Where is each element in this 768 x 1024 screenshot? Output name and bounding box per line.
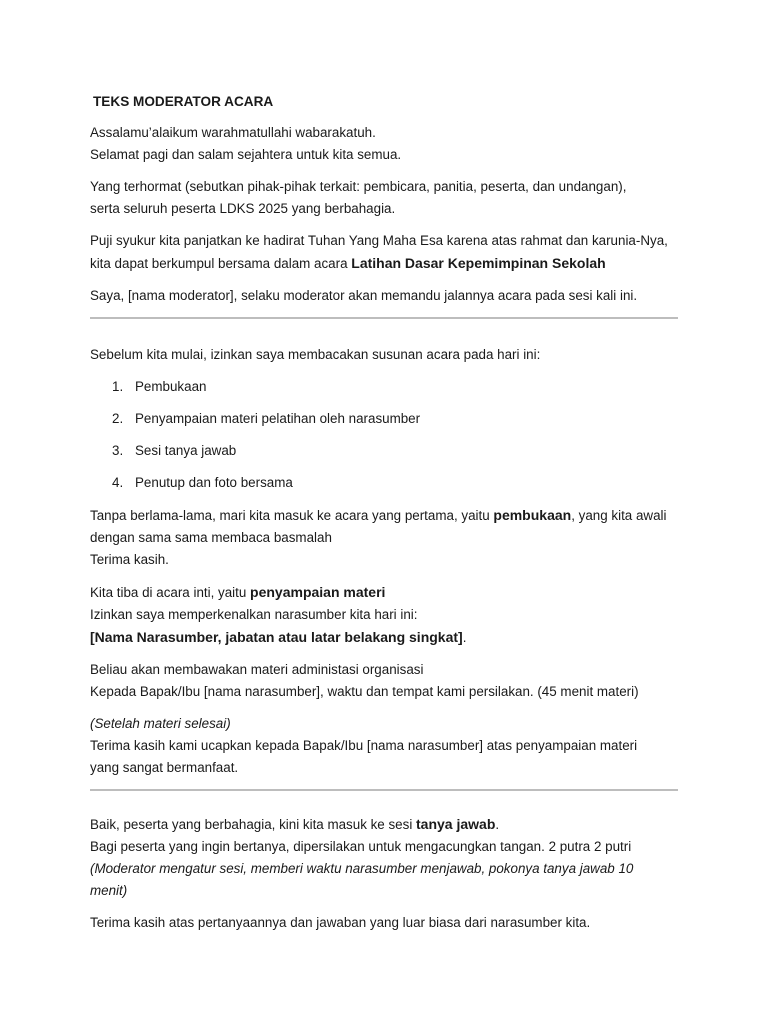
document-title: TEKS MODERATOR ACARA [93, 94, 274, 109]
agenda-number: 2. [112, 411, 124, 426]
closing-paragraph: Terima kasih atas pertanyaannya dan jawaban yang luar biasa dari narasumber kita. [90, 915, 591, 930]
after-material-line: yang sangat bermanfaat. [90, 760, 239, 775]
moderator-intro: Saya, [nama moderator], selaku moderator akan memandu jalannya acara pada sesi kali ini. [90, 288, 638, 303]
qa-paragraph [90, 813, 690, 902]
opening-line: dengan sama sama membaca basmalah [90, 530, 332, 545]
main-session-keyword: penyampaian materi [250, 584, 386, 600]
opening-keyword: pembukaan [493, 507, 572, 523]
after-material-line: Terima kasih kami ucapkan kepada Bapak/Ibu [nama narasumber] atas penyampaian materi [90, 738, 638, 753]
thanks-line: Terima kasih. [90, 552, 169, 567]
document-body [90, 92, 690, 944]
honor-line: Yang terhormat (sebutkan pihak-pihak terkait: pembicara, panitia, peserta, dan undangan), [90, 179, 627, 194]
opening-line [90, 504, 690, 527]
greeting-paragraph [90, 122, 690, 166]
material-line: Kepada Bapak/Ibu [nama narasumber], waktu dan tempat kami persilakan. (45 menit materi) [90, 684, 639, 699]
agenda-item [90, 408, 690, 430]
qa-text: Baik, peserta yang berbahagia, kini kita masuk ke sesi [90, 817, 417, 832]
gratitude-line: Puji syukur kita panjatkan ke hadirat Tuhan Yang Maha Esa karena atas rahmat dan karunia-Nya, [90, 233, 668, 248]
gratitude-text: kita dapat berkumpul bersama dalam acara [90, 256, 352, 271]
material-line: Beliau akan membawakan materi administasi organisasi [90, 662, 424, 677]
agenda-text: Sesi tanya jawab [135, 443, 237, 458]
greeting-line: Assalamu’alaikum warahmatullahi wabarakatuh. [90, 125, 376, 140]
gratitude-paragraph [90, 230, 690, 275]
stage-direction: (Moderator mengatur sesi, memberi waktu narasumber menjawab, pokonya tanya jawab 10 [90, 861, 634, 876]
main-session-text: Kita tiba di acara inti, yaitu [90, 585, 251, 600]
speaker-placeholder-suffix: . [462, 630, 467, 645]
main-session-paragraph [90, 581, 690, 649]
qa-text: . [495, 817, 500, 832]
qa-line [90, 813, 690, 836]
agenda-number: 1. [112, 379, 124, 394]
greeting-line: Selamat pagi dan salam sejahtera untuk kita semua. [90, 147, 402, 162]
gratitude-line [90, 252, 690, 275]
event-name: Latihan Dasar Kepemimpinan Sekolah [351, 255, 606, 271]
agenda-text: Pembukaan [135, 379, 207, 394]
speaker-placeholder: [Nama Narasumber, jabatan atau latar belakang singkat] [90, 629, 463, 645]
agenda-text: Penutup dan foto bersama [135, 475, 293, 490]
agenda-intro: Sebelum kita mulai, izinkan saya membacakan susunan acara pada hari ini: [90, 347, 541, 362]
stage-direction: menit) [90, 883, 128, 898]
opening-text: , yang kita awali [571, 508, 667, 523]
main-session-line: Izinkan saya memperkenalkan narasumber kita hari ini: [90, 607, 418, 622]
agenda-list [90, 376, 690, 494]
section-divider [90, 789, 678, 791]
agenda-item [90, 376, 690, 398]
opening-paragraph [90, 504, 690, 571]
after-material-paragraph [90, 713, 690, 779]
material-paragraph [90, 659, 690, 703]
agenda-text: Penyampaian materi pelatihan oleh narasumber [135, 411, 421, 426]
agenda-number: 3. [112, 443, 124, 458]
agenda-number: 4. [112, 475, 124, 490]
honor-line: serta seluruh peserta LDKS 2025 yang berbahagia. [90, 201, 396, 216]
stage-direction: (Setelah materi selesai) [90, 716, 231, 731]
agenda-item [90, 440, 690, 462]
qa-keyword: tanya jawab [416, 816, 496, 832]
opening-text: Tanpa berlama-lama, mari kita masuk ke acara yang pertama, yaitu [90, 508, 494, 523]
main-session-line [90, 581, 690, 604]
honor-paragraph [90, 176, 690, 220]
speaker-placeholder-line [90, 626, 690, 649]
agenda-item [90, 472, 690, 494]
qa-line: Bagi peserta yang ingin bertanya, dipersilakan untuk mengacungkan tangan. 2 putra 2 putri [90, 839, 632, 854]
section-divider [90, 317, 678, 319]
